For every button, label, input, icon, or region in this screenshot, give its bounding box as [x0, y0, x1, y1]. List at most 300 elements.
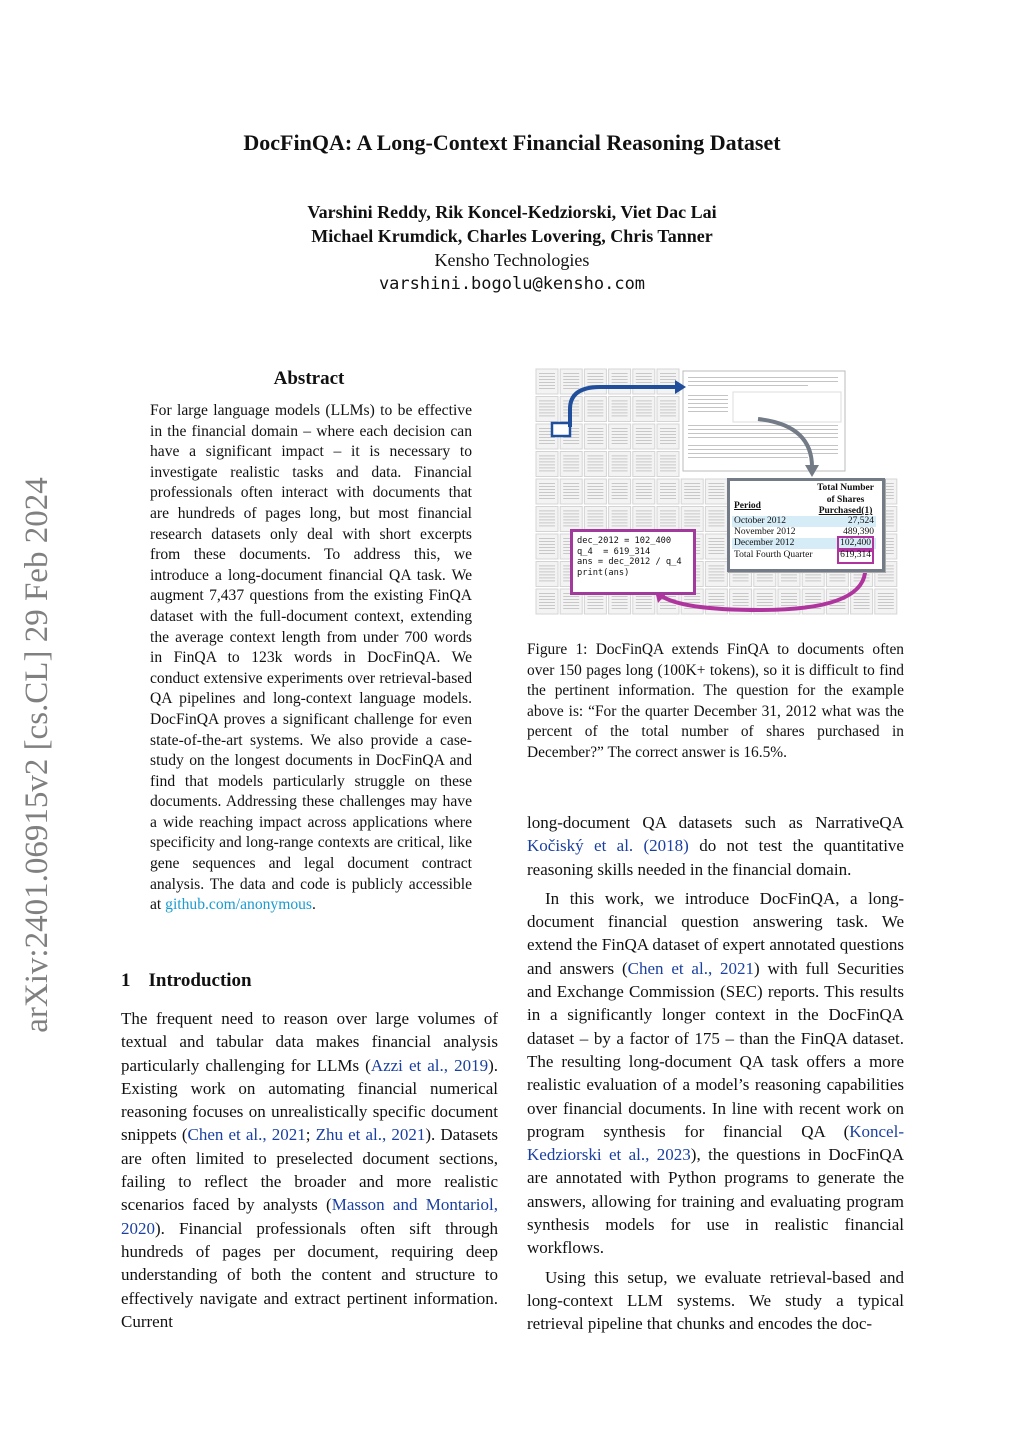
thumbnail-line — [733, 605, 749, 606]
thumbnail-line — [781, 605, 797, 606]
thumbnail-line — [636, 465, 652, 466]
thumbnail-line — [539, 373, 555, 374]
thumbnail-line — [612, 443, 628, 444]
zoomed-text-line — [688, 449, 838, 450]
page-thumbnail — [536, 562, 558, 587]
thumbnail-line — [539, 596, 555, 597]
thumbnail-line — [733, 578, 749, 579]
thumbnail-line — [563, 489, 579, 490]
zoomed-text-line — [688, 395, 728, 396]
thumbnail-line — [587, 483, 603, 484]
thumbnail-line — [757, 575, 773, 576]
thumbnail-line — [563, 514, 579, 515]
zoomed-text-line — [688, 407, 728, 408]
thumbnail-line — [539, 517, 555, 518]
thumbnail-line — [539, 440, 555, 441]
thumbnail-line — [539, 608, 555, 609]
page-thumbnail — [681, 507, 703, 532]
thumbnail-line — [539, 471, 555, 472]
thumbnail-line — [587, 437, 603, 438]
thumbnail-line — [587, 376, 603, 377]
thumbnail-line — [684, 514, 700, 515]
thumbnail-line — [708, 596, 724, 597]
affiliation: Kensho Technologies — [434, 250, 590, 270]
section-heading — [121, 970, 252, 992]
zoomed-text-line — [688, 429, 838, 430]
thumbnail-line — [587, 492, 603, 493]
thumbnail-line — [612, 596, 628, 597]
page-thumbnail — [609, 369, 631, 394]
code-line: print(ans) — [577, 567, 630, 578]
citation-link[interactable]: Masson and Montariol, 2020 — [121, 1195, 498, 1238]
thumbnail-line — [612, 605, 628, 606]
thumbnail-line — [636, 410, 652, 411]
thumbnail-line — [660, 471, 676, 472]
thumbnail-line — [660, 520, 676, 521]
page-thumbnail — [536, 452, 558, 477]
thumbnail-line — [587, 410, 603, 411]
page-thumbnail — [633, 424, 655, 449]
thumbnail-line — [684, 498, 700, 499]
thumbnail-line — [636, 520, 652, 521]
thumbnail-line — [708, 578, 724, 579]
text-run: ). Existing work on automating financial numerical reasoning focuses on unrealistically specific document snippets ( — [121, 1055, 498, 1145]
code-line: dec_2012 = 102_400 — [577, 536, 672, 546]
thumbnail-line — [587, 382, 603, 383]
citation-link[interactable]: Zhu et al., 2021 — [315, 1125, 426, 1145]
thumbnail-line — [539, 511, 555, 512]
page-thumbnail — [584, 397, 606, 422]
header-line: Total Number — [817, 483, 874, 493]
text-run: Using this setup, we evaluate retrieval-based and long-context LLM systems. We study a typical retrieval pipeline that chunks and encodes the doc- — [527, 1267, 904, 1334]
code-line: ans = dec_2012 / q_4 — [577, 557, 682, 567]
zoomed-text-line — [688, 433, 838, 434]
authors-line-2: Michael Krumdick, Charles Lovering, Chris Tanner — [311, 226, 713, 246]
thumbnail-line — [539, 526, 555, 527]
page-thumbnail — [657, 479, 679, 504]
thumbnail-line — [636, 492, 652, 493]
thumbnail-line — [854, 593, 870, 594]
page-thumbnail — [657, 424, 679, 449]
citation-link[interactable]: Chen et al., 2021 — [187, 1125, 306, 1145]
text-run: ) with full Securities and Exchange Commission (SEC) reports. This results in a significantly longer context in the DocFinQA dataset – by a factor of 175 – than the FinQA dataset. The resulting long-document QA task offers a more realistic evaluation of a model’s reasoning capabilities over financial documents. In line with recent work on program synthesis for financial QA ( — [527, 958, 905, 1141]
thumbnail-line — [539, 599, 555, 600]
thumbnail-line — [612, 514, 628, 515]
thumbnail-line — [539, 581, 555, 582]
page-thumbnail — [584, 452, 606, 477]
thumbnail-line — [539, 376, 555, 377]
thumbnail-line — [660, 434, 676, 435]
thumbnail-line — [636, 459, 652, 460]
page-thumbnail — [609, 507, 631, 532]
thumbnail-line — [636, 404, 652, 405]
thumbnail-line — [878, 578, 894, 579]
page-thumbnail — [633, 507, 655, 532]
thumbnail-line — [612, 410, 628, 411]
thumbnail-line — [805, 602, 821, 603]
thumbnail-line — [636, 428, 652, 429]
thumbnail-line — [636, 462, 652, 463]
thumbnail-line — [781, 575, 797, 576]
section-number: 1 — [121, 970, 131, 991]
thumbnail-line — [660, 498, 676, 499]
text-run: long-document QA datasets such as NarrativeQA — [527, 813, 904, 832]
thumbnail-line — [708, 553, 724, 554]
zoomed-text-line — [688, 425, 838, 426]
thumbnail-line — [708, 517, 724, 518]
thumbnail-line — [539, 401, 555, 402]
thumbnail-line — [636, 495, 652, 496]
thumbnail-line — [660, 416, 676, 417]
thumbnail-line — [684, 511, 700, 512]
thumbnail-line — [612, 382, 628, 383]
zoomed-text-line — [688, 437, 838, 438]
thumbnail-line — [708, 483, 724, 484]
thumbnail-line — [612, 407, 628, 408]
thumbnail-line — [660, 431, 676, 432]
thumbnail-line — [539, 541, 555, 542]
page-thumbnail — [705, 479, 727, 504]
thumbnail-line — [708, 572, 724, 573]
thumbnail-line — [684, 526, 700, 527]
thumbnail-line — [563, 456, 579, 457]
page-thumbnail — [609, 479, 631, 504]
thumbnail-line — [587, 602, 603, 603]
thumbnail-line — [539, 566, 555, 567]
thumbnail-line — [539, 538, 555, 539]
thumbnail-line — [636, 514, 652, 515]
arxiv-stamp — [12, 450, 62, 1060]
text-run: ), the questions in DocFinQA are annotated with Python programs to generate the answers, allowing for training and evaluating program synthesis models for use in realistic financial workflows. — [527, 1145, 904, 1258]
text-run: ). Datasets are often limited to preselected document sections, failing to reflect the broader and more realistic scenarios faced by analysts ( — [121, 1125, 498, 1215]
thumbnail-line — [636, 468, 652, 469]
thumbnail-line — [854, 575, 870, 576]
thumbnail-line — [587, 413, 603, 414]
thumbnail-line — [708, 489, 724, 490]
thumbnail-line — [660, 511, 676, 512]
thumbnail-line — [878, 605, 894, 606]
abstract-heading: Abstract — [273, 368, 345, 389]
thumbnail-line — [660, 608, 676, 609]
thumbnail-line — [612, 413, 628, 414]
code-link[interactable]: github.com/anonymous — [165, 896, 313, 914]
thumbnail-line — [660, 526, 676, 527]
citation-link[interactable]: Kočiský et al. (2018) — [527, 836, 689, 856]
thumbnail-line — [757, 578, 773, 579]
citation-link[interactable]: Koncel-Kedziorski et al., 2023 — [527, 1121, 904, 1165]
thumbnail-line — [587, 486, 603, 487]
thumbnail-line — [660, 440, 676, 441]
thumbnail-line — [587, 404, 603, 405]
page-thumbnail — [536, 589, 558, 614]
abstract-body: For large language models (LLMs) to be effective in the financial domain – where each decision can have a significant impact – it is necessary to investigate realistic tasks and data. Financial professionals often interact with documents that are hundreds of pages long, but most financial research datasets only deal with short excerpts from these documents. To address this, we introduce a long-document financial QA task. We augment 7,437 questions from the existing FinQA dataset with the full-document context, extending the average context length from under 700 words in FinQA to 123k words in DocFinQA. We conduct extensive experiments over retrieval-based QA pipelines and long-context language models. DocFinQA proves a significant challenge for even state-of-the-art systems. We also provide a case-study on the longest documents in DocFinQA and find that models particularly struggle on these documents. Addressing these challenges may have a wide reaching impact across applications where specificity and long-range contexts are critical, like gene sequences and legal document contract analysis. The data and code is publicly accessible at — [150, 402, 472, 914]
text-run: ; — [305, 1125, 316, 1145]
thumbnail-line — [829, 605, 845, 606]
thumbnail-line — [587, 428, 603, 429]
thumbnail-line — [684, 489, 700, 490]
page-thumbnail — [536, 397, 558, 422]
thumbnail-line — [708, 544, 724, 545]
thumbnail-line — [612, 523, 628, 524]
thumbnail-line — [612, 483, 628, 484]
thumbnail-line — [684, 483, 700, 484]
thumbnail-line — [612, 434, 628, 435]
thumbnail-line — [878, 575, 894, 576]
thumbnail-line — [636, 602, 652, 603]
text-run: In this work, we introduce DocFinQA, a long-document financial question answering task. We extend the FinQA dataset of expert annotated questions and answers ( — [527, 888, 904, 978]
thumbnail-line — [563, 462, 579, 463]
thumbnail-line — [636, 526, 652, 527]
thumbnail-line — [539, 553, 555, 554]
zoomed-text-line — [688, 457, 808, 458]
thumbnail-line — [563, 608, 579, 609]
thumbnail-line — [587, 471, 603, 472]
thumbnail-line — [539, 544, 555, 545]
thumbnail-line — [660, 382, 676, 383]
thumbnail-line — [708, 526, 724, 527]
thumbnail-line — [684, 486, 700, 487]
thumbnail-line — [805, 578, 821, 579]
thumbnail-line — [636, 434, 652, 435]
thumbnail-line — [636, 456, 652, 457]
thumbnail-line — [708, 541, 724, 542]
thumbnail-line — [612, 468, 628, 469]
thumbnail-line — [539, 407, 555, 408]
page-thumbnail — [536, 507, 558, 532]
paper-title: DocFinQA: A Long-Context Financial Reasoning Dataset — [243, 130, 781, 155]
page-thumbnail — [633, 452, 655, 477]
header-line: Purchased(1) — [818, 506, 873, 517]
thumbnail-line — [684, 523, 700, 524]
thumbnail-line — [612, 404, 628, 405]
thumbnail-line — [587, 511, 603, 512]
citation-link[interactable]: Chen et al., 2021 — [627, 958, 755, 978]
thumbnail-line — [878, 602, 894, 603]
thumbnail-line — [708, 566, 724, 567]
right-column — [527, 811, 904, 1342]
thumbnail-line — [660, 376, 676, 377]
page-thumbnail — [705, 507, 727, 532]
thumbnail-line — [563, 492, 579, 493]
thumbnail-line — [563, 495, 579, 496]
paragraph — [527, 887, 904, 1260]
thumbnail-line — [612, 492, 628, 493]
page-thumbnail — [609, 452, 631, 477]
thumbnail-line — [563, 605, 579, 606]
thumbnail-line — [781, 578, 797, 579]
thumbnail-line — [636, 431, 652, 432]
thumbnail-line — [660, 407, 676, 408]
thumbnail-line — [539, 523, 555, 524]
thumbnail-line — [660, 404, 676, 405]
thumbnail-line — [612, 459, 628, 460]
thumbnail-line — [539, 569, 555, 570]
thumbnail-line — [539, 489, 555, 490]
thumbnail-line — [708, 511, 724, 512]
thumbnail-line — [829, 581, 845, 582]
thumbnail-line — [587, 498, 603, 499]
page-thumbnail — [560, 507, 582, 532]
thumbnail-line — [878, 599, 894, 600]
value-cell: 489,390 — [843, 527, 874, 537]
thumbnail-line — [587, 599, 603, 600]
thumbnail-line — [539, 483, 555, 484]
thumbnail-line — [539, 605, 555, 606]
thumbnail-line — [612, 471, 628, 472]
thumbnail-line — [708, 593, 724, 594]
table-header-left: Period — [734, 501, 761, 511]
thumbnail-line — [660, 517, 676, 518]
thumbnail-line — [636, 413, 652, 414]
thumbnail-line — [829, 608, 845, 609]
thumbnail-line — [587, 462, 603, 463]
page-thumbnail — [802, 589, 824, 614]
value-cell-highlighted: 102,400 — [837, 536, 874, 552]
thumbnail-line — [539, 379, 555, 380]
thumbnail-line — [612, 428, 628, 429]
thumbnail-line — [636, 599, 652, 600]
python-program — [570, 529, 696, 595]
thumbnail-line — [612, 416, 628, 417]
page-thumbnail — [705, 534, 727, 559]
thumbnail-line — [587, 465, 603, 466]
thumbnail-line — [587, 373, 603, 374]
thumbnail-line — [660, 437, 676, 438]
thumbnail-line — [587, 434, 603, 435]
thumbnail-line — [636, 498, 652, 499]
page-thumbnail — [609, 397, 631, 422]
thumbnail-line — [684, 495, 700, 496]
thumbnail-line — [563, 459, 579, 460]
thumbnail-line — [563, 373, 579, 374]
thumbnail-line — [660, 456, 676, 457]
page-thumbnail — [657, 452, 679, 477]
thumbnail-line — [708, 492, 724, 493]
thumbnail-line — [660, 465, 676, 466]
thumbnail-line — [587, 407, 603, 408]
period-cell: October 2012 — [734, 516, 786, 526]
thumbnail-line — [563, 379, 579, 380]
thumbnail-line — [854, 605, 870, 606]
thumbnail-line — [539, 486, 555, 487]
thumbnail-line — [660, 379, 676, 380]
page-thumbnail — [560, 452, 582, 477]
thumbnail-line — [539, 459, 555, 460]
thumbnail-line — [587, 431, 603, 432]
thumbnail-line — [636, 483, 652, 484]
thumbnail-line — [612, 489, 628, 490]
thumbnail-line — [781, 602, 797, 603]
thumbnail-line — [660, 462, 676, 463]
page-thumbnail — [584, 424, 606, 449]
thumbnail-line — [563, 465, 579, 466]
period-cell: November 2012 — [734, 527, 796, 537]
thumbnail-line — [660, 514, 676, 515]
thumbnail-line — [587, 416, 603, 417]
thumbnail-line — [636, 605, 652, 606]
thumbnail-line — [612, 498, 628, 499]
thumbnail-line — [612, 602, 628, 603]
thumbnail-line — [636, 440, 652, 441]
author-email[interactable]: varshini.bogolu@kensho.com — [378, 274, 646, 294]
thumbnail-line — [563, 526, 579, 527]
thumbnail-line — [612, 379, 628, 380]
thumbnail-line — [587, 456, 603, 457]
thumbnail-line — [878, 608, 894, 609]
paragraph — [527, 811, 904, 881]
figure-caption: Figure 1: DocFinQA extends FinQA to documents often over 150 pages long (100K+ tokens), so it is difficult to find the pertinent information. The question for the example above is: “For the quarter December 31, 2012 what was the percent of the total number of shares purchased in December?” The correct answer is 16.5%. — [527, 641, 904, 761]
thumbnail-line — [660, 605, 676, 606]
thumbnail-line — [636, 471, 652, 472]
thumbnail-line — [612, 517, 628, 518]
thumbnail-line — [563, 520, 579, 521]
text-run: do not test the quantitative reasoning skills needed in the financial domain. — [527, 836, 904, 879]
thumbnail-line — [612, 486, 628, 487]
table-row — [732, 550, 876, 561]
thumbnail-line — [539, 382, 555, 383]
thumbnail-line — [563, 388, 579, 389]
thumbnail-line — [708, 550, 724, 551]
abstract-text — [150, 401, 472, 916]
thumbnail-line — [539, 410, 555, 411]
citation-link[interactable]: Azzi et al., 2019 — [370, 1055, 489, 1075]
thumbnail-line — [636, 416, 652, 417]
thumbnail-line — [563, 376, 579, 377]
thumbnail-line — [636, 379, 652, 380]
thumbnail-line — [612, 526, 628, 527]
thumbnail-line — [587, 468, 603, 469]
thumbnail-line — [539, 547, 555, 548]
thumbnail-line — [781, 596, 797, 597]
thumbnail-line — [684, 520, 700, 521]
intro-paragraph — [121, 1007, 498, 1333]
thumbnail-line — [757, 605, 773, 606]
arxiv-stamp-text: arXiv:2401.06915v2 [cs.CL] 29 Feb 2024 — [19, 477, 55, 1033]
thumbnail-line — [733, 599, 749, 600]
thumbnail-line — [563, 511, 579, 512]
thumbnail-line — [660, 428, 676, 429]
code-line: q_4 = 619_314 — [577, 546, 651, 557]
thumbnail-line — [587, 440, 603, 441]
thumbnail-line — [684, 492, 700, 493]
thumbnail-line — [563, 483, 579, 484]
zoomed-text-line — [688, 403, 728, 404]
thumbnail-line — [587, 526, 603, 527]
thumbnail-line — [612, 465, 628, 466]
page-thumbnail — [875, 589, 897, 614]
thumbnail-line — [587, 608, 603, 609]
thumbnail-line — [708, 599, 724, 600]
thumbnail-line — [563, 468, 579, 469]
thumbnail-line — [660, 410, 676, 411]
thumbnail-line — [757, 581, 773, 582]
thumbnail-line — [636, 373, 652, 374]
authors-line-1: Varshini Reddy, Rik Koncel-Kedziorski, Viet Dac Lai — [307, 202, 717, 222]
thumbnail-line — [708, 498, 724, 499]
thumbnail-line — [660, 492, 676, 493]
text-run: ). Financial professionals often sift through hundreds of pages per document, requiring deep understanding of both the content and structure to effectively navigate and extract pertinent information. Current — [121, 1218, 498, 1331]
thumbnail-line — [829, 575, 845, 576]
thumbnail-line — [587, 605, 603, 606]
thumbnail-line — [636, 511, 652, 512]
thumbnail-line — [636, 486, 652, 487]
thumbnail-line — [781, 593, 797, 594]
table-row — [732, 516, 876, 527]
thumbnail-line — [539, 456, 555, 457]
thumbnail-line — [660, 401, 676, 402]
page-thumbnail — [536, 479, 558, 504]
thumbnail-line — [539, 498, 555, 499]
